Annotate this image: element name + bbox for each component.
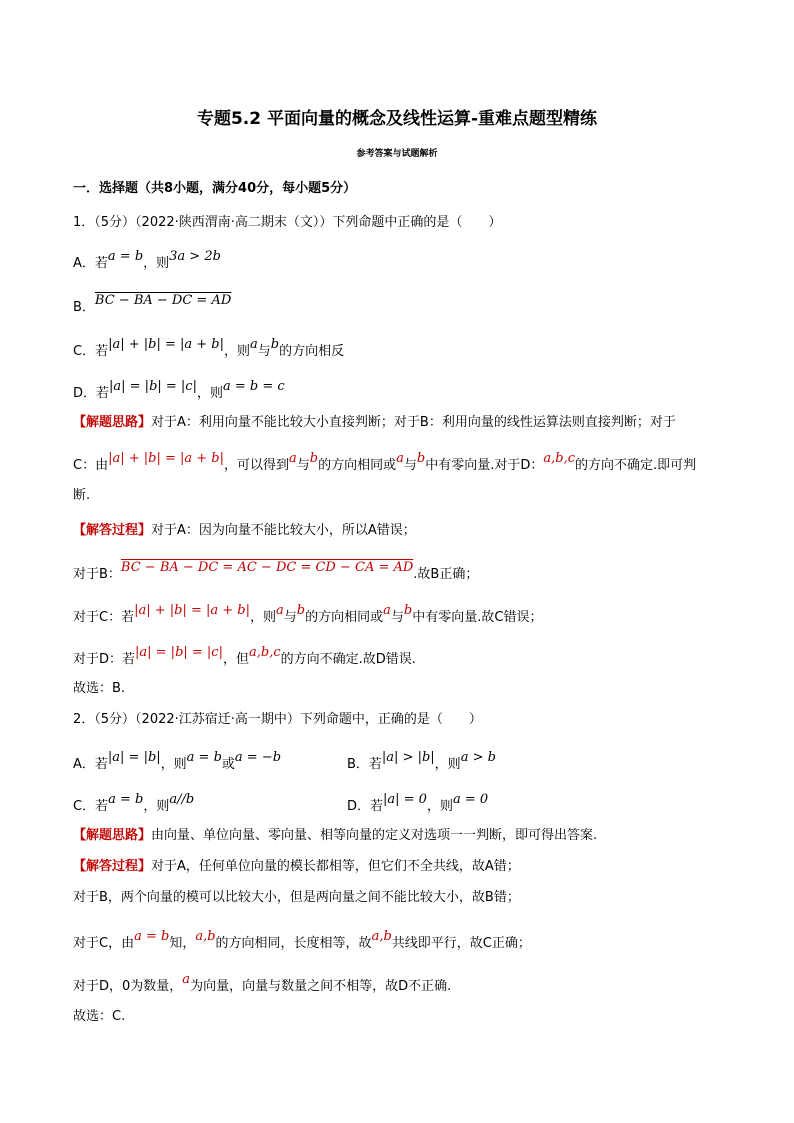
q2-idea-line-1: 【解题思路】由向量、单位向量、零向量、相等向量的定义对选项一一判断，即可得出答案.: [73, 828, 598, 843]
idea-tag: 【解题思路】: [73, 415, 152, 430]
math-expr: b: [270, 337, 280, 352]
math-expr: 3a > 2b: [169, 249, 221, 264]
math-expr: b: [416, 451, 426, 466]
math-expr: a,b: [371, 929, 392, 944]
q2-process-line-1: 【解答过程】对于A，任何单位向量的模长都相等，但它们不全共线，故A错；: [73, 859, 520, 874]
q1-stem: 1．（5分）（2022·陕西渭南·高二期末（文））下列命题中正确的是（ ）: [73, 215, 502, 230]
q2-stem: 2．（5分）（2022·江苏宿迁·高一期中）下列命题中，正确的是（ ）: [73, 712, 482, 727]
q1-idea-line-2: C：由|a| + |b| = |a + b|，可以得到a与b的方向相同或a与b中有零向量.对于D：a,b,c的方向不确定.即可判: [73, 451, 697, 473]
math-expr: a: [182, 972, 191, 987]
math-expr: |a| = |b| = |c|: [109, 379, 197, 394]
math-expr: |a| + |b| = |a + b|: [108, 337, 224, 352]
math-expr: a,b: [195, 929, 216, 944]
q1-process-line-2: 对于B：BC − BA − DC = AC − DC = CD − CA = AD.故B正确；: [73, 560, 479, 582]
math-expr: a//b: [169, 792, 195, 807]
math-expr: BC − BA − DC = AC − DC = CD − CA = AD: [120, 560, 414, 575]
math-expr: a = b = c: [222, 379, 285, 394]
math-expr: BC − BA − DC = AD: [94, 293, 232, 308]
math-expr: a = b: [186, 750, 222, 765]
q2-option-b: B．若|a| > |b|，则a > b: [347, 750, 496, 772]
q1-idea-line-3: 断.: [73, 488, 91, 503]
q1-option-a: A．若a = b，则3a > 2b: [73, 249, 221, 271]
math-expr: |a| > |b|: [381, 750, 435, 765]
math-expr: b: [296, 603, 306, 618]
math-expr: a,b,c: [248, 645, 281, 660]
process-tag: 【解答过程】: [73, 859, 152, 874]
math-expr: |a| = |b| = |c|: [135, 645, 223, 660]
q1-idea-line-1: 【解题思路】对于A：利用向量不能比较大小直接判断；对于B：利用向量的线性运算法则直接判断；对于: [73, 415, 676, 430]
process-tag: 【解答过程】: [73, 523, 152, 538]
math-expr: |a| + |b| = |a + b|: [108, 451, 224, 466]
q2-process-line-2: 对于B，两个向量的模可以比较大小，但是两向量之间不能比较大小，故B错；: [73, 890, 520, 905]
page-subtitle: 参考答案与试题解析: [356, 149, 438, 159]
math-expr: a = b: [108, 792, 144, 807]
math-expr: a > b: [460, 750, 496, 765]
math-expr: |a| + |b| = |a + b|: [134, 603, 250, 618]
math-expr: |a| = 0: [383, 792, 427, 807]
q2-answer: 故选：C.: [73, 1009, 126, 1024]
math-expr: a: [276, 603, 284, 618]
q2-process-line-4: 对于D，0为数量，a为向量，向量与数量之间不相等，故D不正确.: [73, 972, 452, 994]
q2-option-c: C．若a = b，则a//b: [73, 792, 195, 814]
q2-process-line-3: 对于C，由a = b知，a,b的方向相同，长度相等，故a,b共线即平行，故C正确；: [73, 929, 531, 951]
math-expr: |a| = |b|: [107, 750, 161, 765]
q2-option-a: A．若|a| = |b|，则a = b或a = −b: [73, 750, 282, 772]
math-expr: b: [403, 603, 413, 618]
math-expr: a: [383, 603, 391, 618]
math-expr: a = b: [107, 249, 144, 264]
q1-answer: 故选：B.: [73, 681, 126, 696]
q1-option-c: C．若|a| + |b| = |a + b|，则a与b的方向相反: [73, 337, 345, 359]
math-expr: a = 0: [452, 792, 489, 807]
q1-process-line-1: 【解答过程】对于A：因为向量不能比较大小，所以A错误；: [73, 523, 416, 538]
math-expr: b: [309, 451, 319, 466]
math-expr: a,b,c: [543, 451, 576, 466]
q1-option-b: B．BC − BA − DC = AD: [73, 293, 232, 315]
q2-option-d: D．若|a| = 0，则a = 0: [347, 792, 489, 814]
math-expr: a = b: [134, 929, 170, 944]
section-heading: 一．选择题（共8小题，满分40分，每小题5分）: [73, 181, 357, 196]
idea-tag: 【解题思路】: [73, 828, 152, 843]
math-expr: a: [396, 451, 404, 466]
math-expr: a: [289, 451, 297, 466]
q1-option-d: D．若|a| = |b| = |c|，则a = b = c: [73, 379, 285, 401]
math-expr: a: [250, 337, 258, 352]
q1-process-line-4: 对于D：若|a| = |b| = |c|，但a,b,c的方向不确定.故D错误.: [73, 645, 416, 667]
math-expr: a = −b: [234, 750, 282, 765]
q1-process-line-3: 对于C：若|a| + |b| = |a + b|，则a与b的方向相同或a与b中有零向量.故C错误；: [73, 603, 543, 625]
page-title: 专题5.2 平面向量的概念及线性运算-重难点题型精练: [196, 109, 598, 129]
